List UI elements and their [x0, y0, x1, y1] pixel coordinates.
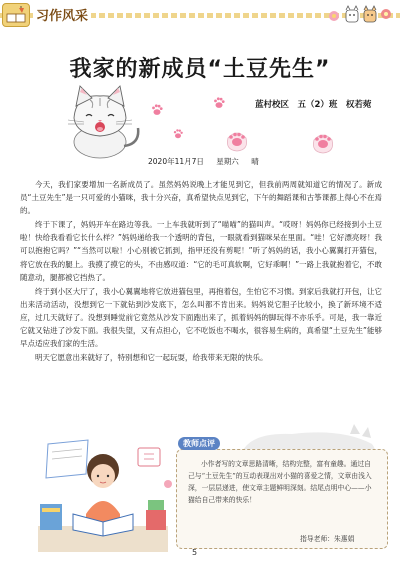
article-body [20, 178, 382, 365]
paragraph: 终于到小区大厅了，我小心翼翼地将它放进猫包里，再抱着包，生怕它不习惯。到家后我就打开包，让它出来活动活动，没想到它一下就钻到沙发底下，怎么叫都不肯出来。妈妈说它胆子比较小，换了新环境不适应，过几天就好了。没想到睡觉前它竟然从沙发下面跑出来了，抓着妈妈的脚玩得不亦乐乎。可是，我一靠近它就又钻进了沙发下面。我很失望，又有点担心，它不吃饭也不喝水，很容易生病的，真希望“土豆先生”能够早点适应我们家的生活。 [20, 286, 382, 349]
kitten-illustration [54, 82, 146, 160]
teacher-signature: 指导老师：朱惠娟 [300, 535, 355, 543]
teacher-comment-tag: 教师点评 [178, 437, 220, 450]
paragraph: 今天，我们家要增加一名新成员了。虽然妈妈说晚上才能见到它，但我前两周就知道它的情况了。新成员“土豆先生”是一只可爱的小猫咪，我十分兴奋，真希望快点见到它，下午的舞蹈课和古筝课都上得心不在焉的。 [20, 180, 382, 216]
paw-print-icon [222, 124, 252, 154]
paragraph: 明天它愿意出来就好了，特别想和它一起玩耍，给我带来无限的快乐。 [35, 353, 268, 363]
book-lamp-icon [2, 3, 30, 27]
teacher-comment-text: 小作者写的文章思路清晰，结构完整，富有童趣。通过自己与“土豆先生”的互动表现出对小猫的喜爱之情，文章由浅入深，一层层递进，使文章主题鲜明深刻。结尾点明中心——小猫给自己带来的快乐！ [188, 460, 372, 504]
article-title: 我家的新成员“土豆先生” [69, 57, 331, 82]
author-byline: 蓝村校区 五（2）班 权若菀 [255, 100, 372, 110]
article-weekday: 星期六 [216, 157, 239, 166]
date-line [148, 156, 269, 167]
section-title: 习作风采 [33, 5, 91, 24]
page-number: 5 [192, 548, 198, 557]
paw-print-icon [150, 103, 164, 117]
article-weather: 晴 [251, 157, 259, 166]
paw-print-icon [212, 96, 226, 110]
paw-print-icon [172, 128, 184, 140]
header-band [0, 0, 400, 30]
girl-reading-illustration [28, 434, 178, 556]
paragraph: 终于下课了，妈妈开车在路边等我。一上车我就听到了“喵喵”的猫叫声。“哎呀！妈妈你已经接到小土豆啦！快给我看看它长什么样？”妈妈递给我一个透明的背包，一眼就看到猫咪呆在里面。“哇！它好漂亮呀！我可以抱抱它吗？”“当然可以啦！小心别被它抓到，指甲还没有剪呢！”听了妈妈的话，我小心翼翼打开猫包，将它放在我的腿上。我摸了摸它的头，不由感叹道：“它的毛可真软啊，它好乖啊！”一路上我就抱着它，不敢随意动，腿都被它挡热了。 [20, 220, 382, 282]
cats-and-flowers-decoration [324, 2, 394, 28]
paw-print-icon [308, 126, 338, 156]
article-date: 2020年11月7日 [148, 157, 204, 166]
